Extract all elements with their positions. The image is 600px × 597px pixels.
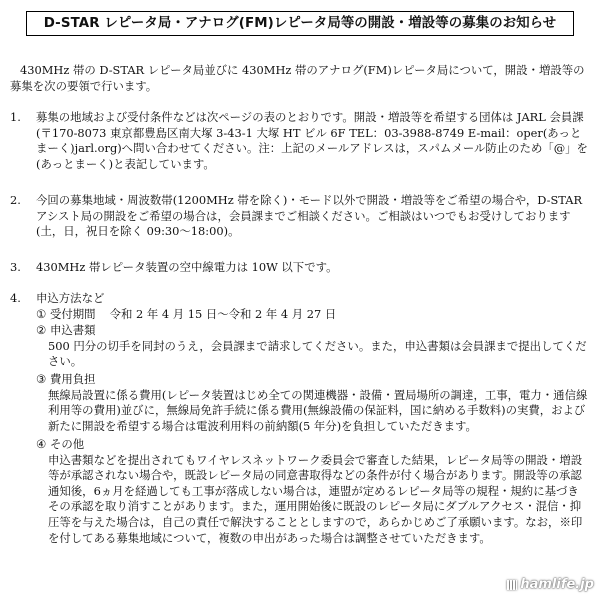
list-item-1 (10, 110, 588, 172)
logo-bars-icon (507, 580, 517, 590)
subitem-other (36, 437, 588, 546)
watermark-logo (507, 577, 594, 593)
subitem-heading (50, 307, 588, 323)
subitem-detail: 申込書類などを提出されてもワイヤレスネットワーク委員会で審査した結果，レピータ局等の開設・増設等が承認されない場合や，既設レピータ局の同意書取得などの条件が付く場合があります。開設等の承認通知後，6ヵ月を経過しても工事が落成しない場合は，連盟が定めるレピータ局等の規程・規約に基づきその承認を取り消すことがあります。また，運用開始後に既設のレピータ局にダブルアクセス・混信・抑圧等を与えた場合は，自己の責任で解決することとしますので，あらかじめご了承願います。なお，※印を付してある募集地域について，複数の申出があった場合は調整させていただきます。 (48, 452, 583, 545)
list-item-2 (10, 193, 588, 240)
subitem-mark: ③ (36, 372, 47, 386)
subitem-reception-period (36, 307, 588, 323)
item-number: 3. (10, 260, 21, 274)
subitem-application-documents (36, 323, 588, 370)
item-text: 申込方法など (36, 291, 105, 305)
subitem-label: 受付期間 (50, 307, 96, 321)
item-number: 4. (10, 291, 21, 305)
subitem-value: 令和 2 年 4 月 15 日～令和 2 年 4 月 27 日 (109, 307, 337, 321)
item-number: 1. (10, 110, 21, 124)
item-text: 430MHz 帯レピータ装置の空中線電力は 10W 以下です。 (36, 260, 338, 274)
subitem-mark: ① (36, 307, 47, 321)
list-item-4 (10, 291, 588, 307)
page-title: D-STAR レピータ局・アナログ(FM)レピータ局等の開設・増設等の募集のお知らせ (26, 11, 574, 36)
subitem-mark: ④ (36, 437, 47, 451)
subitem-label: 費用負担 (50, 372, 96, 386)
subitem-detail: 無線局設置に係る費用(レピータ装置はじめ全ての関連機器・設備・置局場所の調達，工事，電力・通信線利用等の費用)並びに，無線局免許手続に係る費用(無線設備の保証料，国に納める手数料)の実費，および新たに開設を希望する場合は電波利用料の前納額(5 年分)を負担していただきます。 (48, 387, 588, 433)
subitem-cost-burden (36, 372, 588, 434)
watermark-text: hamlife.jp (520, 577, 594, 593)
item-text: 今回の募集地域・周波数帯(1200MHz 帯を除く)・モード以外で開設・増設等をご希望の場合や，D-STAR アシスト局の開設をご希望の場合は，会員課までご相談ください。ご相談はいつでもお受けしております(土，日，祝日を除く 09:30～18:00)。 (36, 193, 583, 239)
intro-paragraph: 430MHz 帯の D-STAR レピータ局並びに 430MHz 帯のアナログ(FM)レピータ局について，開設・増設等の募集を次の要領で行います。 (10, 63, 585, 93)
item-number: 2. (10, 193, 21, 207)
subitem-detail: 500 円分の切手を同封のうえ，会員課まで請求してください。また，申込書類は会員課まで提出してください。 (48, 338, 587, 369)
subitem-label: 申込書類 (50, 323, 96, 337)
subitem-mark: ② (36, 323, 47, 337)
subitem-label: その他 (50, 437, 85, 451)
list-item-3 (10, 260, 588, 276)
item-text: 募集の地域および受付条件などは次ページの表のとおりです。開設・増設等を希望する団体は JARL 会員課(〒170-8073 東京都豊島区南大塚 3-43-1 大塚 HT ビル 6F TEL：03-3988-8749 E-mail：oper(あっとまーく)jarl.org)へ問い合わせてください。注：上記のメールアドレスは，スパムメール防止のため「@」を(あっとまーく)と表記しています。 (36, 110, 588, 171)
